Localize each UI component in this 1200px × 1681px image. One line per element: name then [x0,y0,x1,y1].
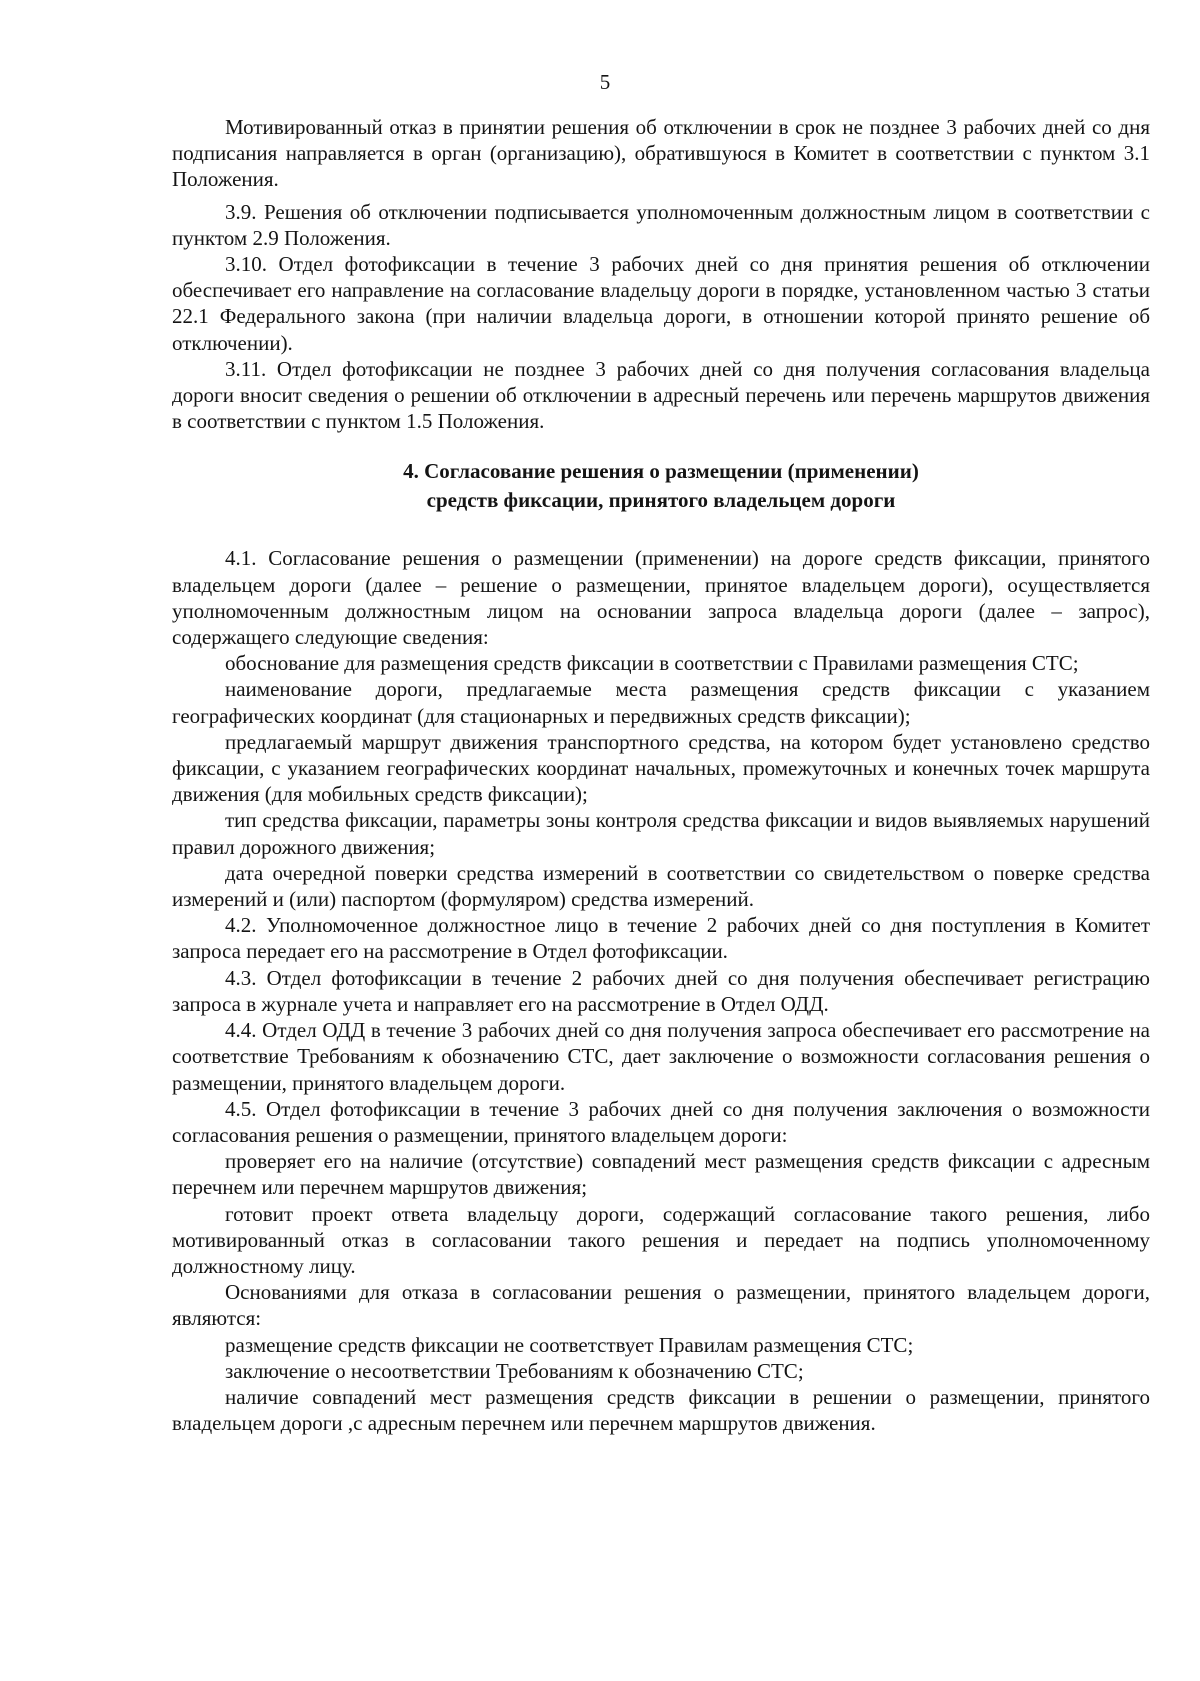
paragraph: проверяет его на наличие (отсутствие) совпадений мест размещения средств фиксации с адресным перечнем или перечнем маршрутов движения; [172,1149,1150,1200]
document-body [172,114,1150,1436]
paragraph: 4.1. Согласование решения о размещении (применении) на дороге средств фиксации, принятого владельцем дороги (далее – решение о размещении, принятое владельцем дороги), осуществляется уполномоченным должностным лицом на основании запроса владельца дороги (далее – запрос), содержащего следующие сведения: [172,546,1150,650]
paragraph: 4.3. Отдел фотофиксации в течение 2 рабочих дней со дня получения обеспечивает регистрацию запроса в журнале учета и направляет его на рассмотрение в Отдел ОДД. [172,965,1150,1016]
paragraph: 3.11. Отдел фотофиксации не позднее 3 рабочих дней со дня получения согласования владельца дороги вносит сведения о решении об отключении в адресный перечень или перечень маршрутов движения в соответствии с пунктом 1.5 Положения. [172,356,1150,434]
section-heading-line: 4. Согласование решения о размещении (применении) [403,459,919,484]
paragraph: Основаниями для отказа в согласовании решения о размещении, принятого владельцем дороги, являются: [172,1280,1150,1331]
paragraph: обоснование для размещения средств фиксации в соответствии с Правилами размещения СТС; [225,651,1079,676]
paragraph: 4.5. Отдел фотофиксации в течение 3 рабочих дней со дня получения заключения о возможности согласования решения о размещении, принятого владельцем дороги: [172,1096,1150,1147]
paragraph: дата очередной поверки средства измерений в соответствии со свидетельством о поверке средства измерений и (или) паспортом (формуляром) средства измерений. [172,860,1150,912]
section-heading [172,457,1150,515]
paragraph: 4.4. Отдел ОДД в течение 3 рабочих дней со дня получения запроса обеспечивает его рассмотрение на соответствие Требованиям к обозначению СТС, дает заключение о возможности согласования решения о размещении, принятого владельцем дороги. [172,1018,1150,1095]
paragraph: заключение о несоответствии Требованиям к обозначению СТС; [225,1358,804,1383]
paragraph: готовит проект ответа владельцу дороги, содержащий согласование такого решения, либо мотивированный отказ в согласовании такого решения и передает на подпись уполномоченному должностному лицу. [172,1201,1150,1278]
section-heading-line: средств фиксации, принятого владельцем дороги [426,488,896,513]
paragraph: тип средства фиксации, параметры зоны контроля средства фиксации и видов выявляемых нарушений правил дорожного движения; [172,808,1150,859]
paragraph: размещение средств фиксации не соответствует Правилам размещения СТС; [225,1332,914,1357]
paragraph: 3.9. Решения об отключении подписывается уполномоченным должностным лицом в соответствии с пунктом 2.9 Положения. [172,199,1150,250]
paragraph: Мотивированный отказ в принятии решения об отключении в срок не позднее 3 рабочих дней со дня подписания направляется в орган (организацию), обратившуюся в Комитет в соответствии с пунктом 3.1 Положения. [172,115,1150,192]
paragraph: наличие совпадений мест размещения средств фиксации в решении о размещении, принятого владельцем дороги ,с адресным перечнем или перечнем маршрутов движения. [172,1384,1150,1436]
paragraph: предлагаемый маршрут движения транспортного средства, на котором будет установлено средство фиксации, с указанием географических координат начальных, промежуточных и конечных точек маршрута движения (для мобильных средств фиксации); [172,729,1150,807]
paragraph: 4.2. Уполномоченное должностное лицо в течение 2 рабочих дней со дня поступления в Комитет запроса передает его на рассмотрение в Отдел фотофиксации. [172,913,1150,964]
paragraph: 3.10. Отдел фотофиксации в течение 3 рабочих дней со дня принятия решения об отключении обеспечивает его направление на согласование владельцу дороги в порядке, установленном частью 3 статьи 22.1 Федерального закона (при наличии владельца дороги, в отношении которой принято решение об отключении). [172,252,1150,355]
paragraph: наименование дороги, предлагаемые места размещения средств фиксации с указанием географических координат (для стационарных и передвижных средств фиксации); [172,677,1150,728]
page-number: 5 [599,70,611,94]
